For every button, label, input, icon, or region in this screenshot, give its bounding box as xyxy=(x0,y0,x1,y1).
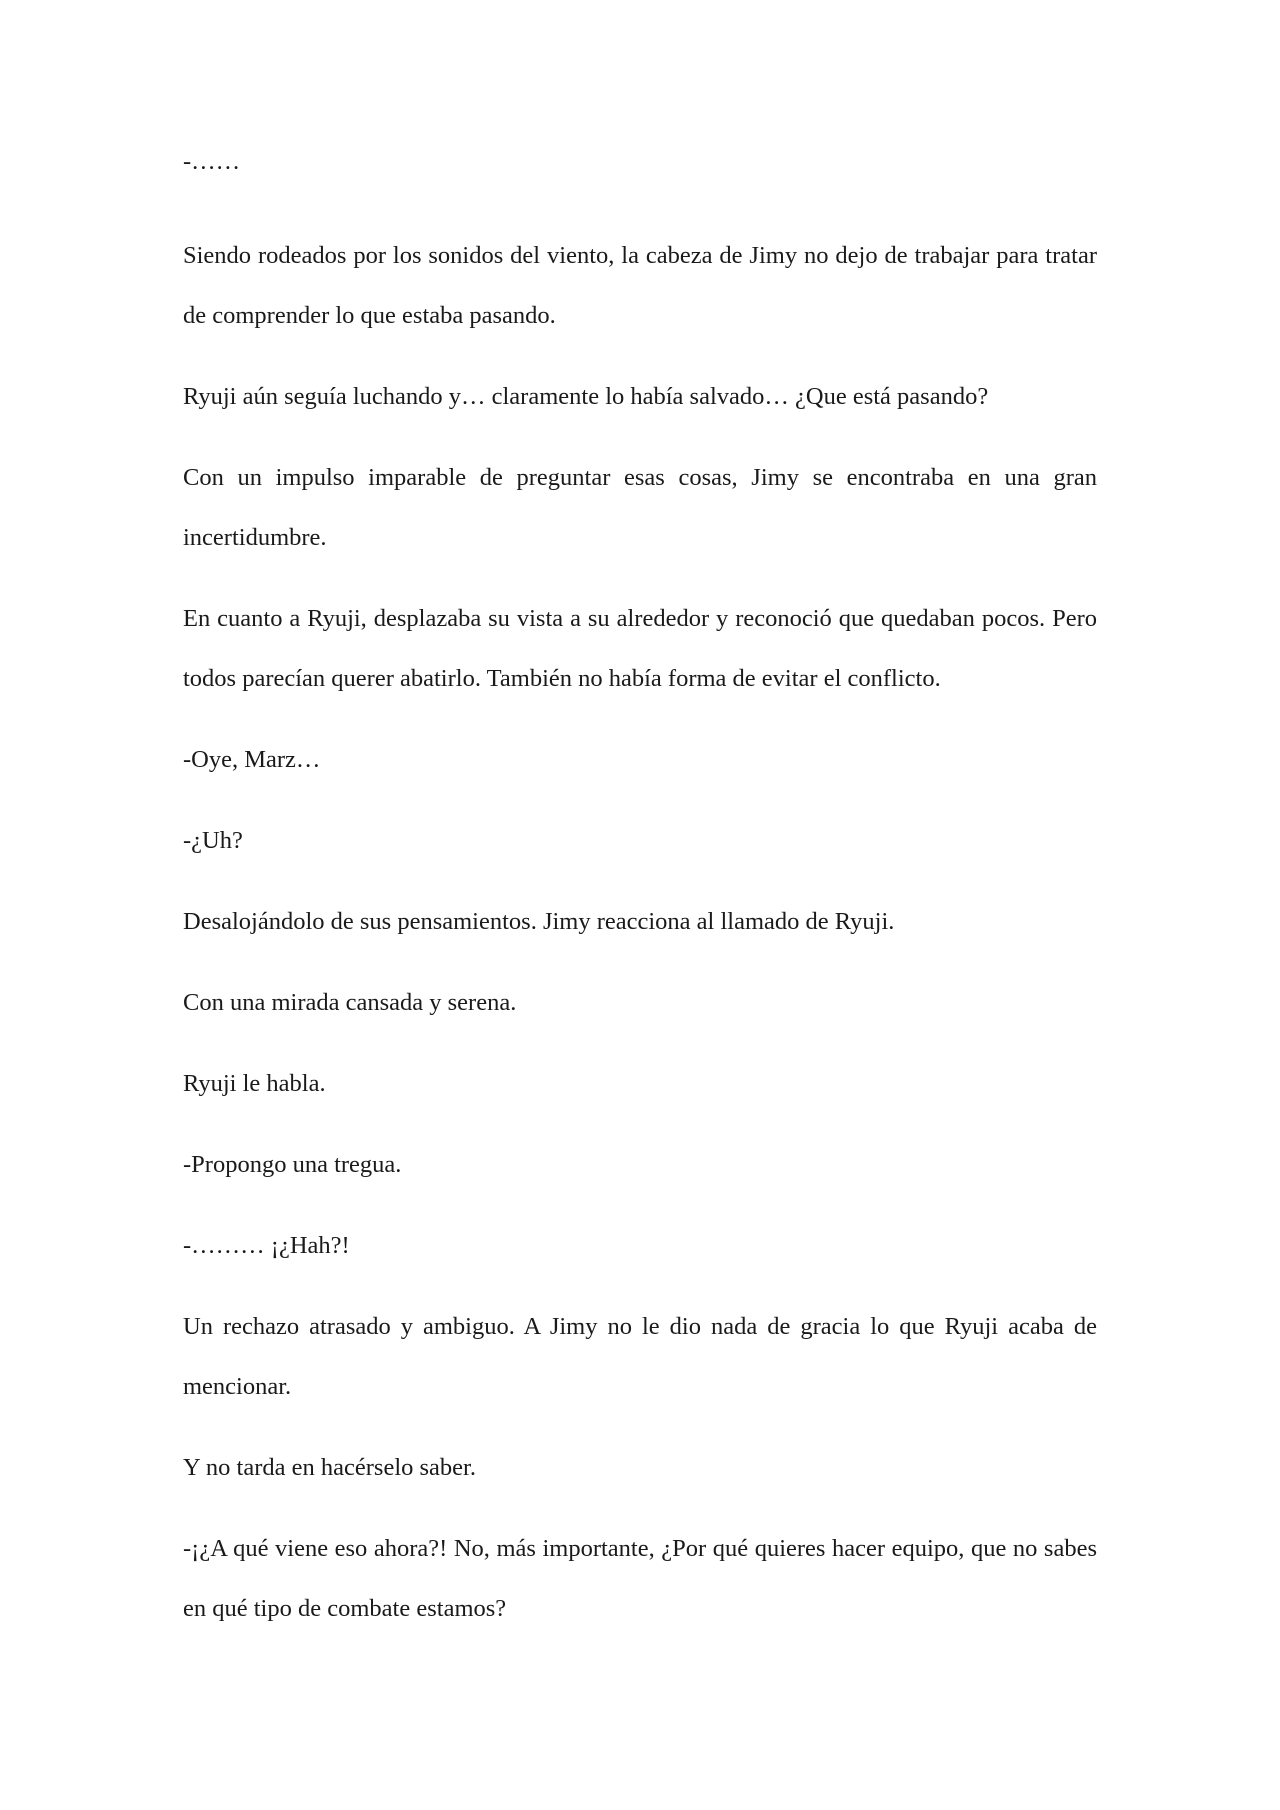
paragraph: -Oye, Marz… xyxy=(183,746,321,773)
paragraph: -¿Uh? xyxy=(183,827,243,854)
paragraph: Ryuji aún seguía luchando y… claramente lo había salvado… ¿Que está pasando? xyxy=(183,383,989,410)
paragraph: Siendo rodeados por los sonidos del viento, la cabeza de Jimy no dejo de trabajar para tratar de comprender lo que estaba pasando. xyxy=(183,242,1097,329)
paragraph: -Propongo una tregua. xyxy=(183,1151,402,1178)
paragraph: -……… ¡¿Hah?! xyxy=(183,1232,350,1259)
paragraph: Con un impulso imparable de preguntar esas cosas, Jimy se encontraba en una gran incertidumbre. xyxy=(183,464,1097,551)
paragraph: -…… xyxy=(183,148,241,175)
paragraph: Un rechazo atrasado y ambiguo. A Jimy no le dio nada de gracia lo que Ryuji acaba de mencionar. xyxy=(183,1313,1097,1400)
paragraph: En cuanto a Ryuji, desplazaba su vista a su alrededor y reconoció que quedaban pocos. Pero todos parecían querer abatirlo. También no había forma de evitar el conflicto. xyxy=(183,605,1097,692)
text-column xyxy=(183,148,1097,1660)
paragraph: Y no tarda en hacérselo saber. xyxy=(183,1454,476,1481)
paragraph: Desalojándolo de sus pensamientos. Jimy reacciona al llamado de Ryuji. xyxy=(183,908,895,935)
paragraph: Con una mirada cansada y serena. xyxy=(183,989,517,1016)
paragraph: -¡¿A qué viene eso ahora?! No, más importante, ¿Por qué quieres hacer equipo, que no sabes en qué tipo de combate estamos? xyxy=(183,1535,1097,1622)
paragraph: Ryuji le habla. xyxy=(183,1070,326,1097)
